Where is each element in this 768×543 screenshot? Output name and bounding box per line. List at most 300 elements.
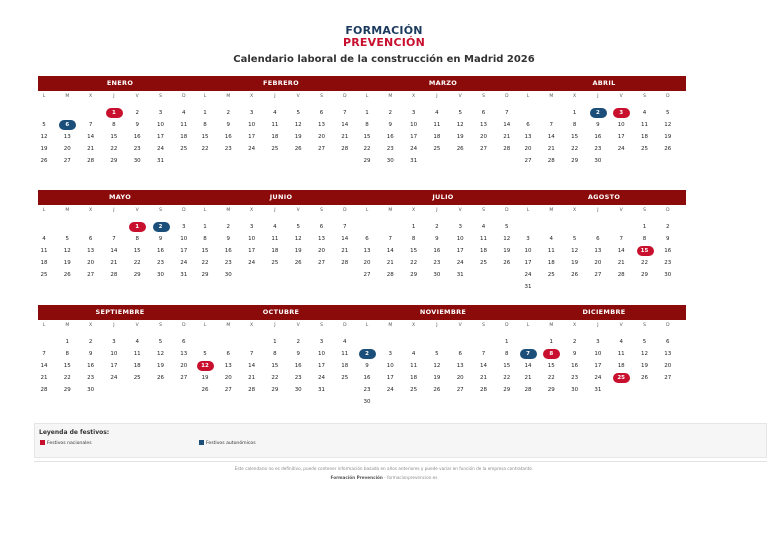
day: 12 [40,134,48,140]
day: 24 [110,375,118,381]
day: 25 [40,272,48,278]
day: 23 [386,146,394,152]
weekday-label: J [274,94,276,99]
month-days [199,320,363,408]
day: 4 [273,224,277,230]
day: 3 [388,351,393,357]
day: 21 [547,146,555,152]
day: 29 [271,387,279,393]
weekday-label: V [458,94,462,99]
day: 10 [318,351,325,357]
day: 18 [40,260,48,266]
weekday-label: S [320,208,323,213]
day: 22 [571,146,579,152]
month-abril [522,76,686,179]
day: 29 [410,272,418,278]
weekday-label: V [619,208,623,213]
day: 7 [388,236,393,242]
day: 9 [226,236,231,242]
day: 20 [180,363,188,369]
day: 19 [641,363,648,369]
day-regional-holiday: 2 [357,349,377,359]
day: 16 [224,134,232,140]
day: 11 [341,351,349,357]
day: 3 [596,339,600,345]
day: 24 [617,146,625,152]
day: 13 [63,134,71,140]
legend-national-label: Festivos nacionales [47,441,92,446]
day: 24 [318,375,325,381]
day: 10 [594,351,602,357]
day: 18 [433,134,441,140]
day: 20 [318,248,325,254]
day: 9 [572,351,577,357]
day: 5 [296,224,300,230]
day: 27 [63,158,71,164]
day: 13 [664,351,672,357]
footer-company: Formación Prevención [330,475,383,480]
day: 8 [365,122,369,128]
legend-regional-label: Festivos autonómicos [206,441,256,446]
day: 13 [318,236,325,242]
day: 9 [296,351,300,357]
weekday-label: S [643,323,646,328]
weekday-label: M [549,94,554,99]
day: 26 [433,387,441,393]
day: 10 [524,248,532,254]
day: 7 [505,110,509,116]
day: 22 [503,375,511,381]
day: 27 [87,272,95,278]
day: 7 [549,122,554,128]
day: 29 [133,272,141,278]
day: 10 [180,236,188,242]
weekday-label: X [89,94,93,99]
day: 31 [157,158,164,164]
weekday-label: V [296,94,300,99]
day: 11 [40,248,48,254]
day: 30 [87,387,95,393]
day: 7 [88,122,93,128]
day: 11 [133,351,141,357]
day: 4 [273,110,277,116]
day: 10 [110,351,118,357]
day: 13 [524,134,532,140]
month-days [38,320,202,408]
day: 25 [133,375,141,381]
day: 2 [572,339,577,345]
day: 22 [363,146,371,152]
month-days [199,91,363,179]
month-name: SEPTIEMBRE [38,305,202,320]
weekday-label: V [296,208,300,213]
day: 20 [318,134,325,140]
weekday-label: X [89,208,93,213]
day: 23 [594,146,602,152]
day: 3 [526,236,530,242]
weekday-label: S [320,323,323,328]
weekday-label: L [203,94,207,99]
day: 24 [248,146,256,152]
weekday-label: X [573,323,577,328]
day: 2 [296,339,300,345]
day: 24 [157,146,164,152]
day: 12 [433,363,441,369]
day: 22 [201,260,209,266]
month-mayo [38,190,202,293]
day: 10 [248,236,256,242]
day: 26 [503,260,511,266]
day: 23 [294,375,302,381]
day: 1 [65,339,70,345]
day: 15 [63,363,71,369]
day: 28 [480,387,487,393]
day: 6 [182,339,186,345]
day: 27 [456,387,464,393]
day: 1 [411,224,416,230]
month-octubre [199,305,363,408]
brand-logo-line2: PREVENCIÓN [342,36,425,49]
day: 24 [524,272,532,278]
day: 12 [157,351,164,357]
day: 22 [641,260,648,266]
day: 14 [87,134,95,140]
weekday-label: D [343,94,347,99]
weekday-label: J [597,323,599,328]
day: 18 [133,363,141,369]
day: 11 [271,236,279,242]
day: 21 [503,134,511,140]
day: 21 [40,375,48,381]
day: 30 [224,272,232,278]
day: 5 [572,236,577,242]
day: 28 [386,272,394,278]
weekday-label: J [113,323,115,328]
day-regional-holiday: 6 [57,120,77,130]
day: 30 [133,158,141,164]
day: 16 [664,248,672,254]
day: 28 [110,272,118,278]
weekday-label: J [274,208,276,213]
day: 26 [157,375,164,381]
day: 17 [386,375,394,381]
day: 15 [503,363,511,369]
weekday-label: J [436,323,438,328]
day: 5 [505,224,509,230]
weekday-label: M [226,208,231,213]
brand-logo [0,25,768,49]
day: 16 [87,363,95,369]
day: 29 [641,272,648,278]
day: 13 [180,351,188,357]
weekday-label: J [436,94,438,99]
day: 20 [87,260,95,266]
weekday-label: V [135,208,139,213]
day: 4 [642,110,647,116]
day: 1 [365,110,369,116]
day: 1 [273,339,277,345]
day: 10 [157,122,164,128]
day: 18 [410,375,418,381]
day: 3 [249,110,254,116]
day: 25 [271,146,279,152]
day: 11 [271,122,279,128]
weekday-label: X [412,94,416,99]
day: 15 [410,248,418,254]
weekday-label: M [388,208,393,213]
weekday-label: J [597,208,599,213]
month-days [522,205,686,293]
day: 10 [386,363,394,369]
day: 14 [480,363,487,369]
weekday-label: D [182,94,186,99]
weekday-label: M [388,94,393,99]
day: 19 [456,134,464,140]
day: 2 [226,110,231,116]
day: 20 [456,375,464,381]
day: 2 [435,224,439,230]
day: 17 [456,248,464,254]
day: 14 [524,363,532,369]
day: 22 [133,260,141,266]
day: 30 [664,272,672,278]
legend-national [40,440,92,446]
day: 19 [571,260,579,266]
month-marzo [361,76,525,179]
month-name: AGOSTO [522,190,686,205]
day: 15 [547,363,555,369]
day: 5 [42,122,46,128]
weekday-label: D [505,94,509,99]
day: 14 [341,236,349,242]
day: 8 [642,236,647,242]
weekday-label: L [365,94,369,99]
weekday-label: L [42,208,46,213]
day: 8 [135,236,139,242]
month-agosto [522,190,686,293]
day-regional-holiday: 7 [518,349,538,359]
weekday-label: D [666,208,670,213]
day: 20 [63,146,71,152]
national-swatch [40,440,45,445]
month-days [522,91,686,179]
day: 19 [433,375,441,381]
day: 22 [110,146,118,152]
day: 17 [318,363,325,369]
day: 19 [294,248,302,254]
day: 18 [480,248,487,254]
day: 8 [572,122,577,128]
day: 10 [456,236,464,242]
day: 27 [363,272,371,278]
day: 31 [524,284,532,290]
day: 9 [388,122,393,128]
day: 10 [617,122,625,128]
weekday-label: D [343,323,347,328]
day: 2 [135,110,139,116]
day: 21 [386,260,394,266]
day: 13 [363,248,371,254]
weekday-label: J [436,208,438,213]
month-name: MAYO [38,190,202,205]
day: 1 [549,339,554,345]
weekday-label: V [619,323,623,328]
day: 18 [547,260,555,266]
weekday-label: L [526,323,530,328]
weekday-label: D [505,208,509,213]
weekday-label: S [482,323,485,328]
day: 1 [642,224,647,230]
day: 25 [271,260,279,266]
day: 3 [249,224,254,230]
day: 6 [88,236,93,242]
day: 28 [503,146,511,152]
weekday-label: M [549,323,554,328]
weekday-label: L [42,323,46,328]
month-name: OCTUBRE [199,305,363,320]
day: 5 [458,110,462,116]
day: 13 [224,363,232,369]
day: 8 [505,351,509,357]
day: 14 [40,363,48,369]
day: 13 [318,122,325,128]
day: 12 [294,122,302,128]
day: 4 [42,236,46,242]
weekday-label: S [320,94,323,99]
day: 5 [642,339,647,345]
weekday-label: L [526,208,530,213]
day: 6 [666,339,670,345]
day: 21 [480,375,487,381]
day: 29 [547,387,555,393]
day: 31 [318,387,325,393]
day: 30 [157,272,164,278]
weekday-label: X [412,323,416,328]
day: 15 [363,134,371,140]
day: 17 [410,134,418,140]
day: 5 [435,351,439,357]
day: 26 [294,146,302,152]
day: 30 [433,272,441,278]
day: 23 [87,375,95,381]
day: 4 [182,110,186,116]
day: 19 [664,134,672,140]
legend-regional [199,440,256,446]
day: 1 [203,110,207,116]
month-name: JULIO [361,190,525,205]
day: 31 [180,272,188,278]
weekday-label: X [573,208,577,213]
day: 17 [180,248,188,254]
weekday-label: V [458,323,462,328]
weekday-label: D [343,208,347,213]
day: 30 [363,399,371,405]
day: 6 [481,110,486,116]
month-days [38,205,202,293]
month-name: ENERO [38,76,202,91]
day: 18 [341,363,349,369]
day: 18 [617,363,625,369]
day: 23 [363,387,371,393]
weekday-label: M [388,323,393,328]
day: 14 [110,248,118,254]
weekday-label: X [573,94,577,99]
day: 23 [133,146,141,152]
day: 26 [40,158,48,164]
day: 27 [594,272,602,278]
day: 2 [226,224,231,230]
day: 19 [201,375,209,381]
day: 14 [547,134,555,140]
day: 1 [203,224,207,230]
day: 28 [524,387,532,393]
day: 22 [547,375,555,381]
day: 11 [180,122,188,128]
weekday-label: X [412,208,416,213]
day: 16 [133,134,141,140]
day: 21 [248,375,256,381]
day: 18 [180,134,188,140]
day: 28 [40,387,48,393]
day: 18 [271,248,279,254]
day: 30 [386,158,394,164]
day: 5 [158,339,163,345]
day: 30 [594,158,602,164]
day: 6 [226,351,231,357]
day: 20 [664,363,672,369]
weekday-label: X [250,94,254,99]
day: 2 [666,224,670,230]
month-septiembre [38,305,202,408]
day: 26 [571,272,579,278]
day: 9 [596,122,600,128]
day: 17 [248,248,256,254]
day: 19 [63,260,71,266]
day-regional-holiday: 2 [588,108,608,118]
day: 8 [273,351,277,357]
day: 31 [410,158,418,164]
legend-title: Leyenda de festivos: [39,429,110,436]
month-days [522,320,686,408]
day: 9 [158,236,163,242]
weekday-label: J [274,323,276,328]
weekday-label: L [526,94,530,99]
weekday-label: L [42,94,46,99]
weekday-label: D [666,94,670,99]
day: 11 [480,236,487,242]
legend [34,423,767,458]
day: 21 [110,260,118,266]
day: 6 [458,351,462,357]
day: 21 [617,260,625,266]
day: 7 [343,110,347,116]
weekday-label: J [113,208,115,213]
day: 18 [271,134,279,140]
day: 5 [203,351,207,357]
month-days [361,205,525,293]
day: 23 [664,260,672,266]
weekday-label: S [159,323,162,328]
day: 24 [180,260,188,266]
day: 24 [248,260,256,266]
weekday-label: M [65,323,70,328]
day: 22 [201,146,209,152]
day: 3 [319,339,324,345]
day: 11 [617,351,625,357]
weekday-label: V [458,208,462,213]
day: 20 [594,260,602,266]
day: 16 [433,248,441,254]
